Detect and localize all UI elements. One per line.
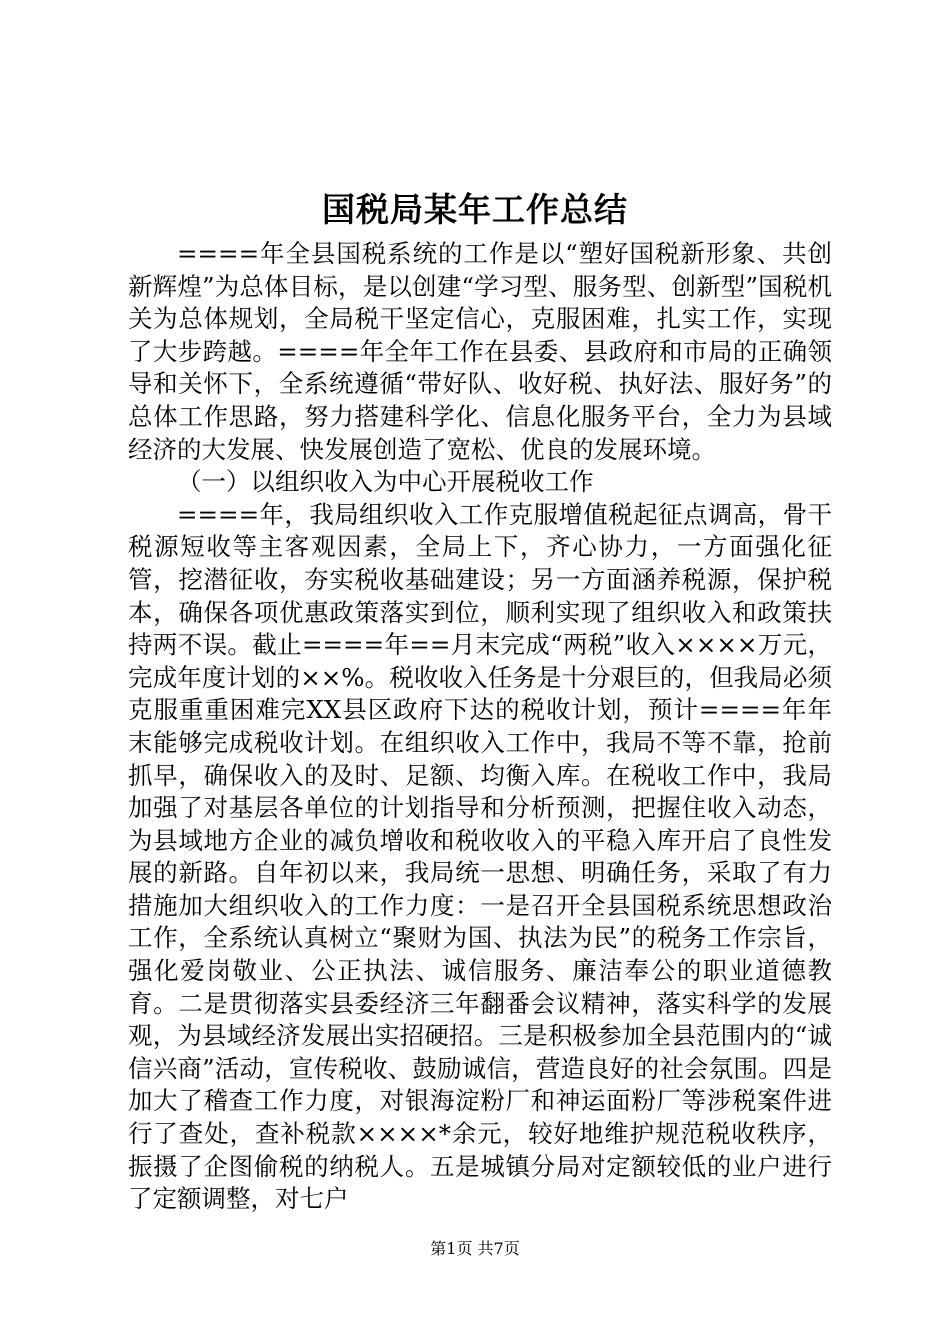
document-title: 国税局某年工作总结 <box>322 190 628 229</box>
document-body <box>128 238 832 1216</box>
paragraph-revenue: ====年，我局组织收入工作克服增值税起征点调高，骨干税源短收等主客观因素，全局上下，齐心协力，一方面强化征管，挖潜征收，夯实税收基础建设；另一方面涵养税源，保护税本，确保各项优惠政策落实到位，顺利实现了组织收入和政策扶持两不误。截止====年==月末完成“两税”收入××××万元，完成年度计划的××%。税收收入任务是十分艰巨的，但我局必须克服重重困难完XX县区政府下达的税收计划，预计====年年末能够完成税收计划。在组织收入工作中，我局不等不靠，抢前抓早，确保收入的及时、足额、均衡入库。在税收工作中，我局加强了对基层各单位的计划指导和分析预测，把握住收入动态，为县域地方企业的减负增收和税收收入的平稳入库开启了良性发展的新路。自年初以来，我局统一思想、明确任务，采取了有力措施加大组织收入的工作力度：一是召开全县国税系统思想政治工作，全系统认真树立“聚财为国、执法为民”的税务工作宗旨，强化爱岗敬业、公正执法、诚信服务、廉洁奉公的职业道德教育。二是贯彻落实县委经济三年翻番会议精神，落实科学的发展观，为县域经济发展出实招硬招。三是积极参加全县范围内的“诚信兴商”活动，宣传税收、鼓励诚信，营造良好的社会氛围。四是加大了稽查工作力度，对银海淀粉厂和神运面粉厂等涉税案件进行了查处，查补税款××××*余元，较好地维护规范税收秩序，振摄了企图偷税的纳税人。五是城镇分局对定额较低的业户进行了定额调整，对七户 <box>128 499 832 1214</box>
page-number-footer: 第1页 共7页 <box>430 1239 520 1258</box>
paragraph-intro: ====年全县国税系统的工作是以“塑好国税新形象、共创新辉煌”为总体目标，是以创建“学习型、服务型、创新型”国税机关为总体规划，全局税干坚定信心，克服困难，扎实工作，实现了大步跨越。====年全年工作在县委、县政府和市局的正确领导和关怀下，全系统遵循“带好队、收好税、执好法、服好务”的总体工作思路，努力搭建科学化、信息化服务平台，全力为县域经济的大发展、快发展创造了宽松、优良的发展环境。 <box>128 239 832 464</box>
section-heading: （一）以组织收入为中心开展税收工作 <box>177 467 594 497</box>
